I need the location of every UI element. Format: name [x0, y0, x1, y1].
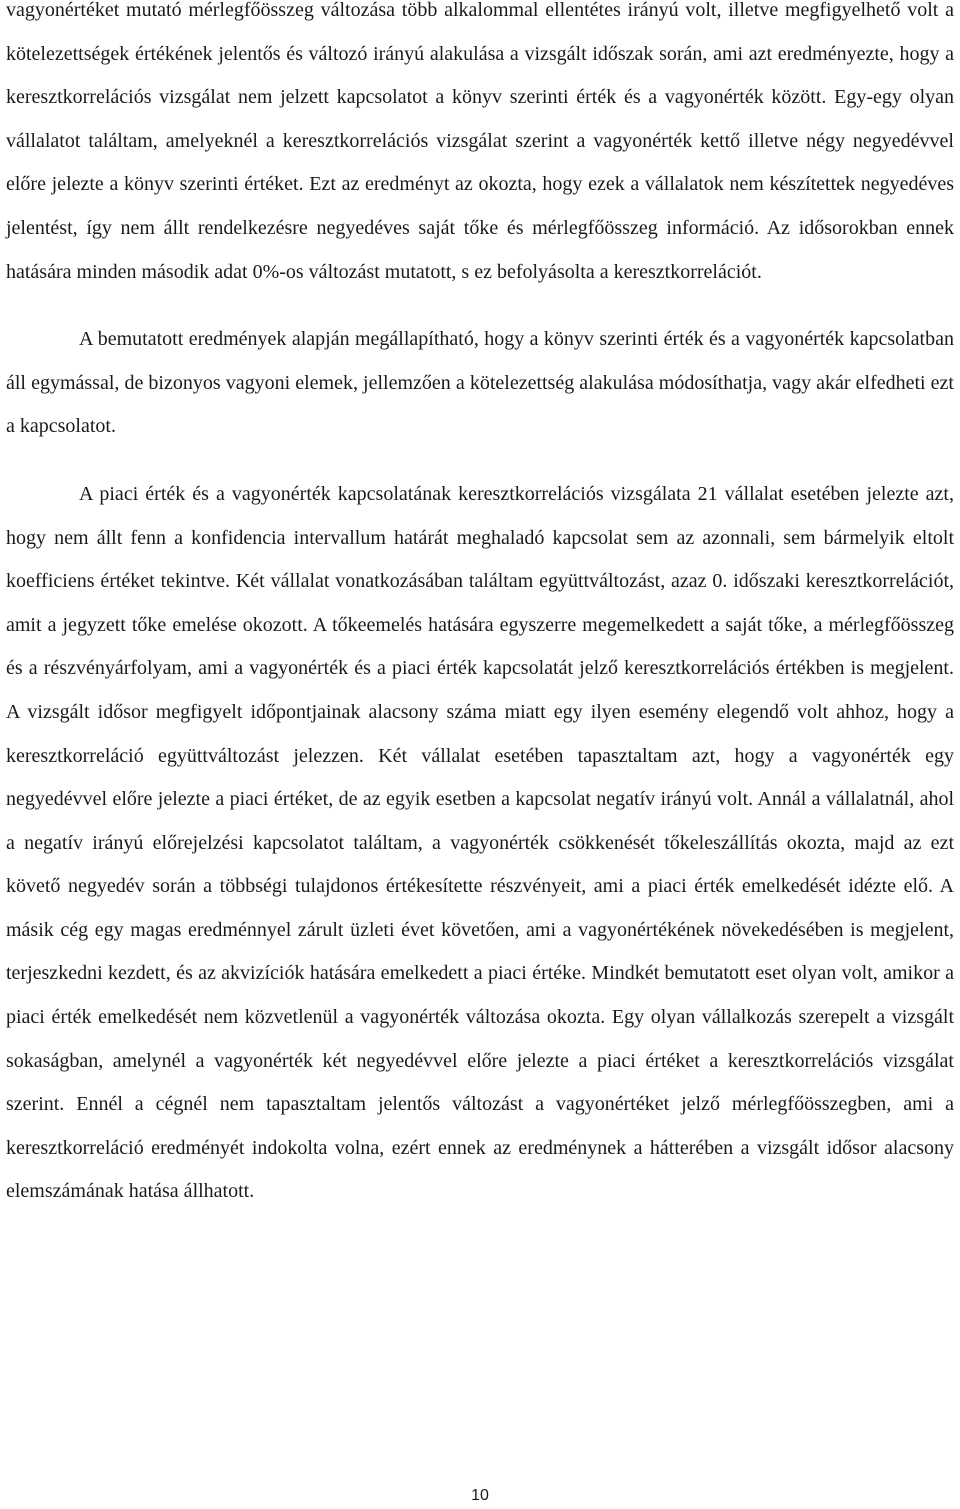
body-paragraph-2: A bemutatott eredmények alapján megállapítható, hogy a könyv szerinti érték és a vagyonérték kapcsolatban áll egymással, de bizonyos vagyoni elemek, jellemzően a kötelezettség alakulása módosíthatja, vagy akár elfedheti ezt a kapcsolatot. [6, 328, 954, 438]
body-paragraph-1: vagyonértéket mutató mérlegfőösszeg változása több alkalommal ellentétes irányú volt, illetve megfigyelhető volt a kötelezettségek értékének jelentős és változó irányú alakulása a vizsgált időszak során, ami azt eredményezte, hogy a keresztkorrelációs vizsgálat nem jelzett kapcsolatot a könyv szerinti érték és a vagyonérték között. Egy-egy olyan vállalatot találtam, amelyeknél a keresztkorrelációs vizsgálat szerint a vagyonérték kettő illetve négy negyedévvel előre jelezte a könyv szerinti értéket. Ezt az eredményt az okozta, hogy ezek a vállalatok nem készítettek negyedéves jelentést, így nem állt rendelkezésre negyedéves saját tőke és mérlegfőösszeg információ. Az idősorokban ennek hatására minden második adat 0%-os változást mutatott, s ez befolyásolta a keresztkorrelációt. [6, 0, 954, 283]
body-paragraph-3: A piaci érték és a vagyonérték kapcsolatának keresztkorrelációs vizsgálata 21 vállalat esetében jelezte azt, hogy nem állt fenn a konfidencia intervallum határát meghaladó kapcsolat sem az azonnali, sem bármelyik eltolt koefficiens értéket tekintve. Két vállalat vonatkozásában találtam együttváltozást, azaz 0. időszaki keresztkorrelációt, amit a jegyzett tőke emelése okozott. A tőkeemelés hatására egyszerre megemelkedett a saját tőke, a mérlegfőösszeg és a részvényárfolyam, ami a vagyonérték és a piaci érték kapcsolatát jelző keresztkorrelációs értékben is megjelent. A vizsgált idősor megfigyelt időpontjainak alacsony száma miatt egy ilyen esemény elegendő volt ahhoz, hogy a keresztkorreláció együttváltozást jelezzen. Két vállalat esetében tapasztaltam azt, hogy a vagyonérték egy negyedévvel előre jelezte a piaci értéket, de az egyik esetben a kapcsolat negatív irányú volt. Annál a vállalatnál, ahol a negatív irányú előrejelzési kapcsolatot találtam, a vagyonérték csökkenését tőkeleszállítás okozta, majd az ezt követő negyedév során a többségi tulajdonos értékesítette részvényeit, ami a piaci érték emelkedését idézte elő. A másik cég egy magas eredménnyel zárult üzleti évet követően, ami a vagyonértékének növekedésében is megjelent, terjeszkedni kezdett, és az akvizíciók hatására emelkedett a piaci értéke. Mindkét bemutatott eset olyan volt, amikor a piaci érték emelkedését nem közvetlenül a vagyonérték változása okozta. Egy olyan vállalkozás szerepelt a vizsgált sokaságban, amelynél a vagyonérték két negyedévvel előre jelezte a piaci értéket a keresztkorrelációs vizsgálat szerint. Ennél a cégnél nem tapasztaltam jelentős változást a vagyonértéket jelző mérlegfőösszegben, ami a keresztkorreláció eredményét indokolta volna, ezért ennek az eredménynek a hátterében a vizsgált idősor alacsony elemszámának hatása állhatott. [6, 482, 954, 1203]
page-number: 10 [471, 1487, 489, 1504]
